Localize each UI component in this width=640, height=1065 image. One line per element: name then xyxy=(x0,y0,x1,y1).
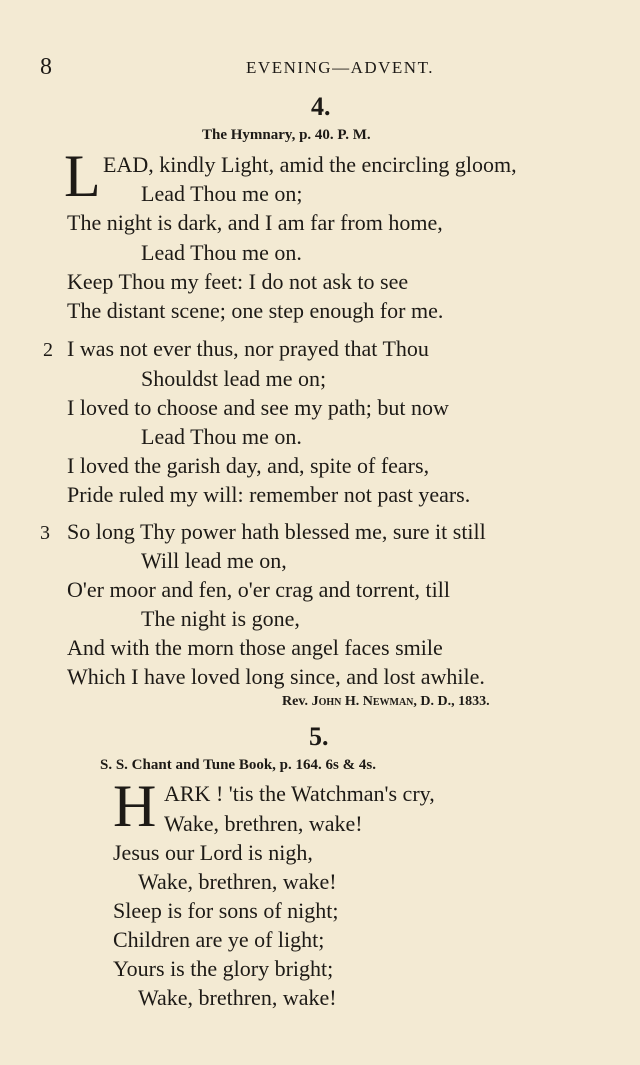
hymn-5-line-2: Wake, brethren, wake! xyxy=(164,811,363,836)
hymn-4-line-3: The night is dark, and I am far from home, xyxy=(67,210,443,235)
hymn-4-line-4: Lead Thou me on. xyxy=(141,240,302,265)
hymn-5-line-3: Jesus our Lord is nigh, xyxy=(113,840,313,865)
hymn-5-drop-cap: H xyxy=(113,773,157,839)
hymn-4-number: 4. xyxy=(311,92,331,121)
verse-3-line-3: O'er moor and fen, o'er crag and torrent, till xyxy=(67,577,451,602)
hymn-5-tune: S. S. Chant and Tune Book, p. 164. 6s & 4s. xyxy=(100,757,376,773)
verse-2-number: 2 xyxy=(43,339,53,361)
verse-2-line-4: Lead Thou me on. xyxy=(141,424,302,449)
verse-2-line-1: I was not ever thus, nor prayed that Thou xyxy=(67,336,429,361)
running-header: EVENING—ADVENT. xyxy=(246,58,434,77)
hymn-5-line-6: Children are ye of light; xyxy=(113,927,325,952)
verse-3-line-1: So long Thy power hath blessed me, sure it still xyxy=(67,519,486,544)
hymn-4-line-6: The distant scene; one step enough for me. xyxy=(67,298,444,323)
verse-3-line-6: Which I have loved long since, and lost awhile. xyxy=(67,664,485,689)
hymn-5-line-5: Sleep is for sons of night; xyxy=(113,898,339,923)
verse-2-line-3: I loved to choose and see my path; but now xyxy=(67,395,449,420)
hymn-4-attribution: Rev. John H. Newman, D. D., 1833. xyxy=(282,694,490,709)
hymn-5-line-8: Wake, brethren, wake! xyxy=(138,985,337,1010)
page-number: 8 xyxy=(40,54,52,80)
hymn-5-line-7: Yours is the glory bright; xyxy=(113,956,334,981)
verse-3-line-2: Will lead me on, xyxy=(141,548,287,573)
verse-3-number: 3 xyxy=(40,522,50,544)
hymn-4-line-5: Keep Thou my feet: I do not ask to see xyxy=(67,269,409,294)
hymn-4-line-1: EAD, kindly Light, amid the encircling gloom, xyxy=(103,152,517,177)
verse-2-line-2: Shouldst lead me on; xyxy=(141,366,327,391)
verse-2-line-6: Pride ruled my will: remember not past years. xyxy=(67,482,471,507)
hymn-4-drop-cap: L xyxy=(64,143,101,209)
hymn-4-line-2: Lead Thou me on; xyxy=(141,181,303,206)
verse-3-line-4: The night is gone, xyxy=(141,606,300,631)
hymn-5-line-1: ARK ! 'tis the Watchman's cry, xyxy=(164,781,435,806)
hymn-4-tune: The Hymnary, p. 40. P. M. xyxy=(202,127,371,143)
hymn-5-line-4: Wake, brethren, wake! xyxy=(138,869,337,894)
hymn-5-number: 5. xyxy=(309,722,329,751)
verse-2-line-5: I loved the garish day, and, spite of fears, xyxy=(67,453,430,478)
verse-3-line-5: And with the morn those angel faces smile xyxy=(67,635,443,660)
